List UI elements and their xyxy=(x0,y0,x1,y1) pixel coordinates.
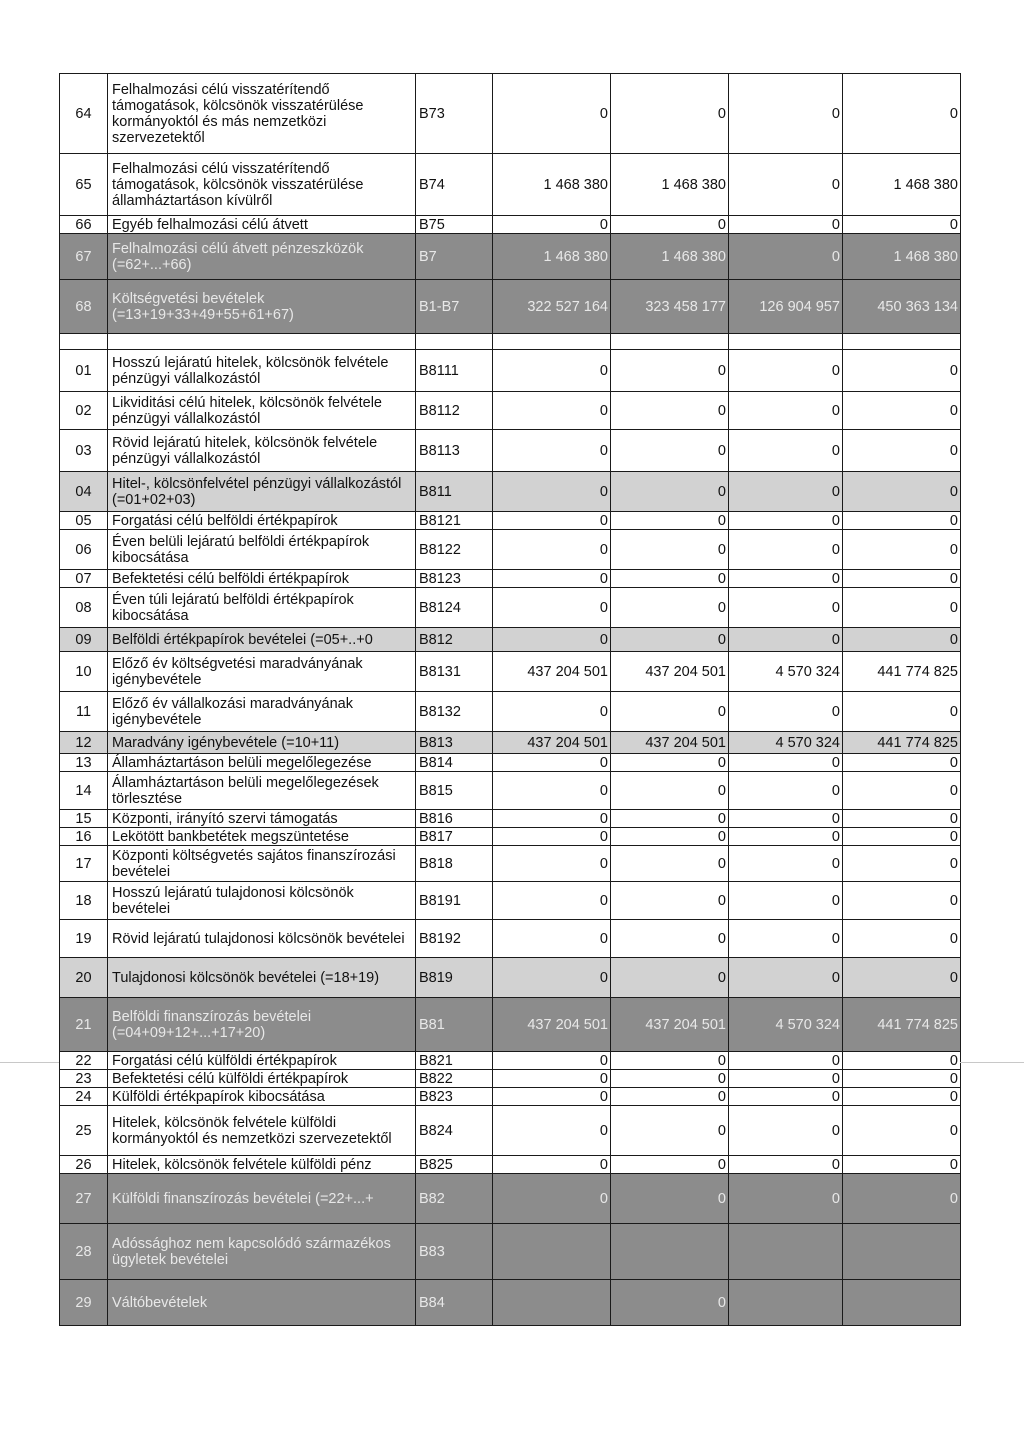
value-original-appropriation: 0 xyxy=(493,1156,611,1174)
value-modified-appropriation: 0 xyxy=(611,628,729,652)
value-original-appropriation xyxy=(493,1224,611,1280)
value-third-column: 0 xyxy=(729,430,843,472)
table-row xyxy=(60,392,961,430)
value-original-appropriation: 0 xyxy=(493,216,611,234)
row-number: 07 xyxy=(60,570,108,588)
row-code: B819 xyxy=(416,958,493,998)
row-description: Hitelek, kölcsönök felvétele külföldi pénz xyxy=(108,1156,416,1174)
row-description: Befektetési célú belföldi értékpapírok xyxy=(108,570,416,588)
row-code xyxy=(416,334,493,350)
value-total: 1 468 380 xyxy=(843,154,961,216)
table-row xyxy=(60,754,961,772)
row-number: 25 xyxy=(60,1106,108,1156)
row-number: 09 xyxy=(60,628,108,652)
value-modified-appropriation: 0 xyxy=(611,512,729,530)
row-description: Belföldi finanszírozás bevételei (=04+09+12+...+17+20) xyxy=(108,998,416,1052)
value-total xyxy=(843,1280,961,1326)
row-code: B817 xyxy=(416,828,493,846)
value-modified-appropriation xyxy=(611,1224,729,1280)
row-description: Felhalmozási célú átvett pénzeszközök (=62+...+66) xyxy=(108,234,416,280)
value-total: 450 363 134 xyxy=(843,280,961,334)
table-row xyxy=(60,154,961,216)
value-third-column: 0 xyxy=(729,570,843,588)
table-row xyxy=(60,772,961,810)
row-code: B8191 xyxy=(416,882,493,920)
value-third-column: 0 xyxy=(729,772,843,810)
row-description: Központi, irányító szervi támogatás xyxy=(108,810,416,828)
value-third-column: 0 xyxy=(729,846,843,882)
value-total: 0 xyxy=(843,692,961,732)
value-total: 0 xyxy=(843,1156,961,1174)
value-modified-appropriation: 0 xyxy=(611,958,729,998)
value-total: 0 xyxy=(843,392,961,430)
row-description: Forgatási célú belföldi értékpapírok xyxy=(108,512,416,530)
row-code: B8122 xyxy=(416,530,493,570)
row-code: B73 xyxy=(416,74,493,154)
value-total: 0 xyxy=(843,754,961,772)
value-modified-appropriation: 0 xyxy=(611,1088,729,1106)
scan-line xyxy=(0,1062,59,1063)
value-total: 0 xyxy=(843,846,961,882)
row-description: Tulajdonosi kölcsönök bevételei (=18+19) xyxy=(108,958,416,998)
value-original-appropriation: 1 468 380 xyxy=(493,154,611,216)
table-row xyxy=(60,732,961,754)
table-row xyxy=(60,1280,961,1326)
row-number: 68 xyxy=(60,280,108,334)
value-total: 0 xyxy=(843,810,961,828)
value-total xyxy=(843,1224,961,1280)
row-code: B82 xyxy=(416,1174,493,1224)
value-modified-appropriation: 0 xyxy=(611,1070,729,1088)
table-row xyxy=(60,998,961,1052)
value-original-appropriation: 0 xyxy=(493,920,611,958)
value-total: 0 xyxy=(843,74,961,154)
row-number: 01 xyxy=(60,350,108,392)
value-original-appropriation xyxy=(493,334,611,350)
value-third-column: 0 xyxy=(729,1052,843,1070)
value-third-column: 0 xyxy=(729,692,843,732)
value-modified-appropriation: 0 xyxy=(611,846,729,882)
value-total: 0 xyxy=(843,958,961,998)
row-code: B811 xyxy=(416,472,493,512)
row-number: 21 xyxy=(60,998,108,1052)
value-third-column: 0 xyxy=(729,628,843,652)
value-total: 0 xyxy=(843,430,961,472)
row-code: B818 xyxy=(416,846,493,882)
row-number: 12 xyxy=(60,732,108,754)
table-row xyxy=(60,234,961,280)
value-total: 0 xyxy=(843,1052,961,1070)
value-total: 0 xyxy=(843,1174,961,1224)
row-code: B8132 xyxy=(416,692,493,732)
value-total: 441 774 825 xyxy=(843,652,961,692)
value-total: 0 xyxy=(843,350,961,392)
value-original-appropriation: 0 xyxy=(493,810,611,828)
value-third-column: 0 xyxy=(729,588,843,628)
value-third-column: 0 xyxy=(729,920,843,958)
value-third-column: 0 xyxy=(729,154,843,216)
value-original-appropriation: 0 xyxy=(493,846,611,882)
row-description: Forgatási célú külföldi értékpapírok xyxy=(108,1052,416,1070)
value-total: 0 xyxy=(843,1106,961,1156)
value-third-column: 0 xyxy=(729,1070,843,1088)
table-row xyxy=(60,828,961,846)
row-number: 15 xyxy=(60,810,108,828)
value-third-column: 0 xyxy=(729,1106,843,1156)
row-number: 16 xyxy=(60,828,108,846)
table-row xyxy=(60,74,961,154)
value-original-appropriation: 0 xyxy=(493,1106,611,1156)
value-modified-appropriation: 437 204 501 xyxy=(611,732,729,754)
value-modified-appropriation: 0 xyxy=(611,772,729,810)
row-description: Hosszú lejáratú hitelek, kölcsönök felvétele pénzügyi vállalkozástól xyxy=(108,350,416,392)
row-code: B8111 xyxy=(416,350,493,392)
row-number: 24 xyxy=(60,1088,108,1106)
row-number: 08 xyxy=(60,588,108,628)
row-number: 22 xyxy=(60,1052,108,1070)
row-description: Külföldi finanszírozás bevételei (=22+...+ xyxy=(108,1174,416,1224)
table-row xyxy=(60,810,961,828)
value-original-appropriation: 0 xyxy=(493,828,611,846)
value-third-column: 4 570 324 xyxy=(729,652,843,692)
value-total: 0 xyxy=(843,512,961,530)
table-row xyxy=(60,216,961,234)
value-third-column xyxy=(729,1224,843,1280)
row-number: 14 xyxy=(60,772,108,810)
value-original-appropriation: 0 xyxy=(493,754,611,772)
value-third-column: 4 570 324 xyxy=(729,998,843,1052)
value-original-appropriation: 0 xyxy=(493,628,611,652)
row-code: B8112 xyxy=(416,392,493,430)
row-number: 26 xyxy=(60,1156,108,1174)
value-third-column: 0 xyxy=(729,74,843,154)
table-row xyxy=(60,1156,961,1174)
table-row xyxy=(60,280,961,334)
value-modified-appropriation: 1 468 380 xyxy=(611,154,729,216)
table-row xyxy=(60,920,961,958)
row-code: B75 xyxy=(416,216,493,234)
value-modified-appropriation: 0 xyxy=(611,392,729,430)
row-code: B815 xyxy=(416,772,493,810)
value-total: 441 774 825 xyxy=(843,732,961,754)
table-row xyxy=(60,1052,961,1070)
value-third-column: 0 xyxy=(729,392,843,430)
row-number: 28 xyxy=(60,1224,108,1280)
value-total: 0 xyxy=(843,530,961,570)
value-third-column: 0 xyxy=(729,828,843,846)
value-modified-appropriation: 0 xyxy=(611,1052,729,1070)
table-row xyxy=(60,530,961,570)
row-code: B822 xyxy=(416,1070,493,1088)
value-original-appropriation: 437 204 501 xyxy=(493,998,611,1052)
value-modified-appropriation: 0 xyxy=(611,350,729,392)
row-number: 23 xyxy=(60,1070,108,1088)
table-row xyxy=(60,958,961,998)
value-original-appropriation: 0 xyxy=(493,1088,611,1106)
value-third-column: 0 xyxy=(729,958,843,998)
value-original-appropriation: 437 204 501 xyxy=(493,652,611,692)
row-code: B83 xyxy=(416,1224,493,1280)
value-modified-appropriation: 0 xyxy=(611,430,729,472)
table-row xyxy=(60,1088,961,1106)
table-row xyxy=(60,882,961,920)
row-number: 03 xyxy=(60,430,108,472)
row-description: Hitelek, kölcsönök felvétele külföldi kormányoktól és nemzetközi szervezetektől xyxy=(108,1106,416,1156)
value-total: 0 xyxy=(843,472,961,512)
row-code: B821 xyxy=(416,1052,493,1070)
table-row xyxy=(60,472,961,512)
row-description: Költségvetési bevételek (=13+19+33+49+55+61+67) xyxy=(108,280,416,334)
value-modified-appropriation: 0 xyxy=(611,1106,729,1156)
row-number: 29 xyxy=(60,1280,108,1326)
value-modified-appropriation: 0 xyxy=(611,1280,729,1326)
value-modified-appropriation: 0 xyxy=(611,754,729,772)
row-number: 06 xyxy=(60,530,108,570)
row-description: Hosszú lejáratú tulajdonosi kölcsönök bevételei xyxy=(108,882,416,920)
table-row xyxy=(60,570,961,588)
row-code: B8124 xyxy=(416,588,493,628)
row-number xyxy=(60,334,108,350)
row-number: 20 xyxy=(60,958,108,998)
value-total: 1 468 380 xyxy=(843,234,961,280)
row-description: Államháztartáson belüli megelőlegezések törlesztése xyxy=(108,772,416,810)
row-number: 17 xyxy=(60,846,108,882)
value-third-column: 0 xyxy=(729,216,843,234)
table-row xyxy=(60,692,961,732)
value-original-appropriation: 0 xyxy=(493,74,611,154)
value-original-appropriation: 437 204 501 xyxy=(493,732,611,754)
row-code: B812 xyxy=(416,628,493,652)
table-row xyxy=(60,334,961,350)
row-code: B8121 xyxy=(416,512,493,530)
row-code: B7 xyxy=(416,234,493,280)
row-code: B8131 xyxy=(416,652,493,692)
table-row xyxy=(60,430,961,472)
value-original-appropriation: 0 xyxy=(493,882,611,920)
table-row xyxy=(60,1106,961,1156)
report-sheet xyxy=(59,73,961,1326)
row-number: 19 xyxy=(60,920,108,958)
value-third-column: 0 xyxy=(729,512,843,530)
value-third-column: 0 xyxy=(729,754,843,772)
value-original-appropriation: 0 xyxy=(493,530,611,570)
table-row xyxy=(60,1174,961,1224)
value-modified-appropriation: 0 xyxy=(611,216,729,234)
table-row xyxy=(60,350,961,392)
row-number: 04 xyxy=(60,472,108,512)
row-description xyxy=(108,334,416,350)
table-row xyxy=(60,628,961,652)
row-description: Államháztartáson belüli megelőlegezése xyxy=(108,754,416,772)
value-third-column: 0 xyxy=(729,810,843,828)
value-modified-appropriation: 437 204 501 xyxy=(611,652,729,692)
value-total: 0 xyxy=(843,1088,961,1106)
row-description: Lekötött bankbetétek megszüntetése xyxy=(108,828,416,846)
row-code: B84 xyxy=(416,1280,493,1326)
value-original-appropriation xyxy=(493,1280,611,1326)
value-original-appropriation: 0 xyxy=(493,472,611,512)
value-total: 0 xyxy=(843,216,961,234)
table-row xyxy=(60,1070,961,1088)
value-total: 0 xyxy=(843,570,961,588)
table-row xyxy=(60,846,961,882)
value-original-appropriation: 0 xyxy=(493,692,611,732)
value-modified-appropriation: 0 xyxy=(611,530,729,570)
row-code: B824 xyxy=(416,1106,493,1156)
row-description: Külföldi értékpapírok kibocsátása xyxy=(108,1088,416,1106)
row-code: B816 xyxy=(416,810,493,828)
value-original-appropriation: 0 xyxy=(493,350,611,392)
row-description: Befektetési célú külföldi értékpapírok xyxy=(108,1070,416,1088)
value-total: 0 xyxy=(843,588,961,628)
value-original-appropriation: 0 xyxy=(493,1174,611,1224)
value-original-appropriation: 0 xyxy=(493,430,611,472)
row-code: B8113 xyxy=(416,430,493,472)
value-original-appropriation: 0 xyxy=(493,1070,611,1088)
row-description: Felhalmozási célú visszatérítendő támogatások, kölcsönök visszatérülése kormányoktól és más nemzetközi szervezetektől xyxy=(108,74,416,154)
value-modified-appropriation: 0 xyxy=(611,588,729,628)
value-total: 0 xyxy=(843,1070,961,1088)
row-description: Belföldi értékpapírok bevételei (=05+..+0 xyxy=(108,628,416,652)
value-original-appropriation: 0 xyxy=(493,958,611,998)
row-description: Maradvány igénybevétele (=10+11) xyxy=(108,732,416,754)
value-total: 0 xyxy=(843,772,961,810)
value-third-column: 126 904 957 xyxy=(729,280,843,334)
value-total: 0 xyxy=(843,628,961,652)
row-code: B825 xyxy=(416,1156,493,1174)
row-description: Hitel-, kölcsönfelvétel pénzügyi vállalkozástól (=01+02+03) xyxy=(108,472,416,512)
value-third-column: 0 xyxy=(729,882,843,920)
value-modified-appropriation: 0 xyxy=(611,74,729,154)
value-third-column xyxy=(729,334,843,350)
value-modified-appropriation: 1 468 380 xyxy=(611,234,729,280)
value-total: 441 774 825 xyxy=(843,998,961,1052)
row-description: Előző év költségvetési maradványának igénybevétele xyxy=(108,652,416,692)
value-modified-appropriation: 0 xyxy=(611,828,729,846)
row-number: 66 xyxy=(60,216,108,234)
value-third-column xyxy=(729,1280,843,1326)
table-row xyxy=(60,512,961,530)
value-original-appropriation: 0 xyxy=(493,1052,611,1070)
row-description: Éven túli lejáratú belföldi értékpapírok kibocsátása xyxy=(108,588,416,628)
row-description: Váltóbevételek xyxy=(108,1280,416,1326)
row-description: Felhalmozási célú visszatérítendő támogatások, kölcsönök visszatérülése államháztartáson kívülről xyxy=(108,154,416,216)
value-original-appropriation: 0 xyxy=(493,570,611,588)
row-number: 27 xyxy=(60,1174,108,1224)
row-description: Rövid lejáratú tulajdonosi kölcsönök bevételei xyxy=(108,920,416,958)
row-description: Előző év vállalkozási maradványának igénybevétele xyxy=(108,692,416,732)
row-description: Éven belüli lejáratú belföldi értékpapírok kibocsátása xyxy=(108,530,416,570)
row-number: 13 xyxy=(60,754,108,772)
value-third-column: 0 xyxy=(729,1174,843,1224)
value-modified-appropriation: 0 xyxy=(611,1156,729,1174)
value-modified-appropriation: 437 204 501 xyxy=(611,998,729,1052)
row-number: 10 xyxy=(60,652,108,692)
value-third-column: 0 xyxy=(729,472,843,512)
row-description: Likviditási célú hitelek, kölcsönök felvétele pénzügyi vállalkozástól xyxy=(108,392,416,430)
row-number: 67 xyxy=(60,234,108,280)
row-description: Rövid lejáratú hitelek, kölcsönök felvétele pénzügyi vállalkozástól xyxy=(108,430,416,472)
row-description: Központi költségvetés sajátos finanszírozási bevételei xyxy=(108,846,416,882)
value-original-appropriation: 322 527 164 xyxy=(493,280,611,334)
value-third-column: 4 570 324 xyxy=(729,732,843,754)
value-modified-appropriation: 0 xyxy=(611,570,729,588)
row-code: B74 xyxy=(416,154,493,216)
row-description: Egyéb felhalmozási célú átvett xyxy=(108,216,416,234)
value-third-column: 0 xyxy=(729,530,843,570)
revenue-table xyxy=(59,73,961,1326)
value-total xyxy=(843,334,961,350)
row-code: B823 xyxy=(416,1088,493,1106)
row-code: B8123 xyxy=(416,570,493,588)
value-original-appropriation: 0 xyxy=(493,588,611,628)
value-modified-appropriation: 0 xyxy=(611,810,729,828)
value-modified-appropriation: 0 xyxy=(611,692,729,732)
table-row xyxy=(60,588,961,628)
value-total: 0 xyxy=(843,920,961,958)
row-number: 02 xyxy=(60,392,108,430)
value-total: 0 xyxy=(843,828,961,846)
value-modified-appropriation: 0 xyxy=(611,882,729,920)
scan-line xyxy=(960,1062,1024,1063)
value-modified-appropriation: 0 xyxy=(611,920,729,958)
value-third-column: 0 xyxy=(729,350,843,392)
table-row xyxy=(60,1224,961,1280)
value-third-column: 0 xyxy=(729,1088,843,1106)
value-modified-appropriation: 323 458 177 xyxy=(611,280,729,334)
value-modified-appropriation xyxy=(611,334,729,350)
row-number: 64 xyxy=(60,74,108,154)
table-row xyxy=(60,652,961,692)
value-modified-appropriation: 0 xyxy=(611,1174,729,1224)
row-code: B8192 xyxy=(416,920,493,958)
row-code: B81 xyxy=(416,998,493,1052)
row-number: 65 xyxy=(60,154,108,216)
value-original-appropriation: 1 468 380 xyxy=(493,234,611,280)
value-original-appropriation: 0 xyxy=(493,392,611,430)
value-third-column: 0 xyxy=(729,1156,843,1174)
value-third-column: 0 xyxy=(729,234,843,280)
row-code: B813 xyxy=(416,732,493,754)
value-original-appropriation: 0 xyxy=(493,512,611,530)
row-code: B814 xyxy=(416,754,493,772)
row-number: 11 xyxy=(60,692,108,732)
value-original-appropriation: 0 xyxy=(493,772,611,810)
row-number: 05 xyxy=(60,512,108,530)
row-description: Adóssághoz nem kapcsolódó származékos ügyletek bevételei xyxy=(108,1224,416,1280)
value-modified-appropriation: 0 xyxy=(611,472,729,512)
row-number: 18 xyxy=(60,882,108,920)
row-code: B1-B7 xyxy=(416,280,493,334)
value-total: 0 xyxy=(843,882,961,920)
